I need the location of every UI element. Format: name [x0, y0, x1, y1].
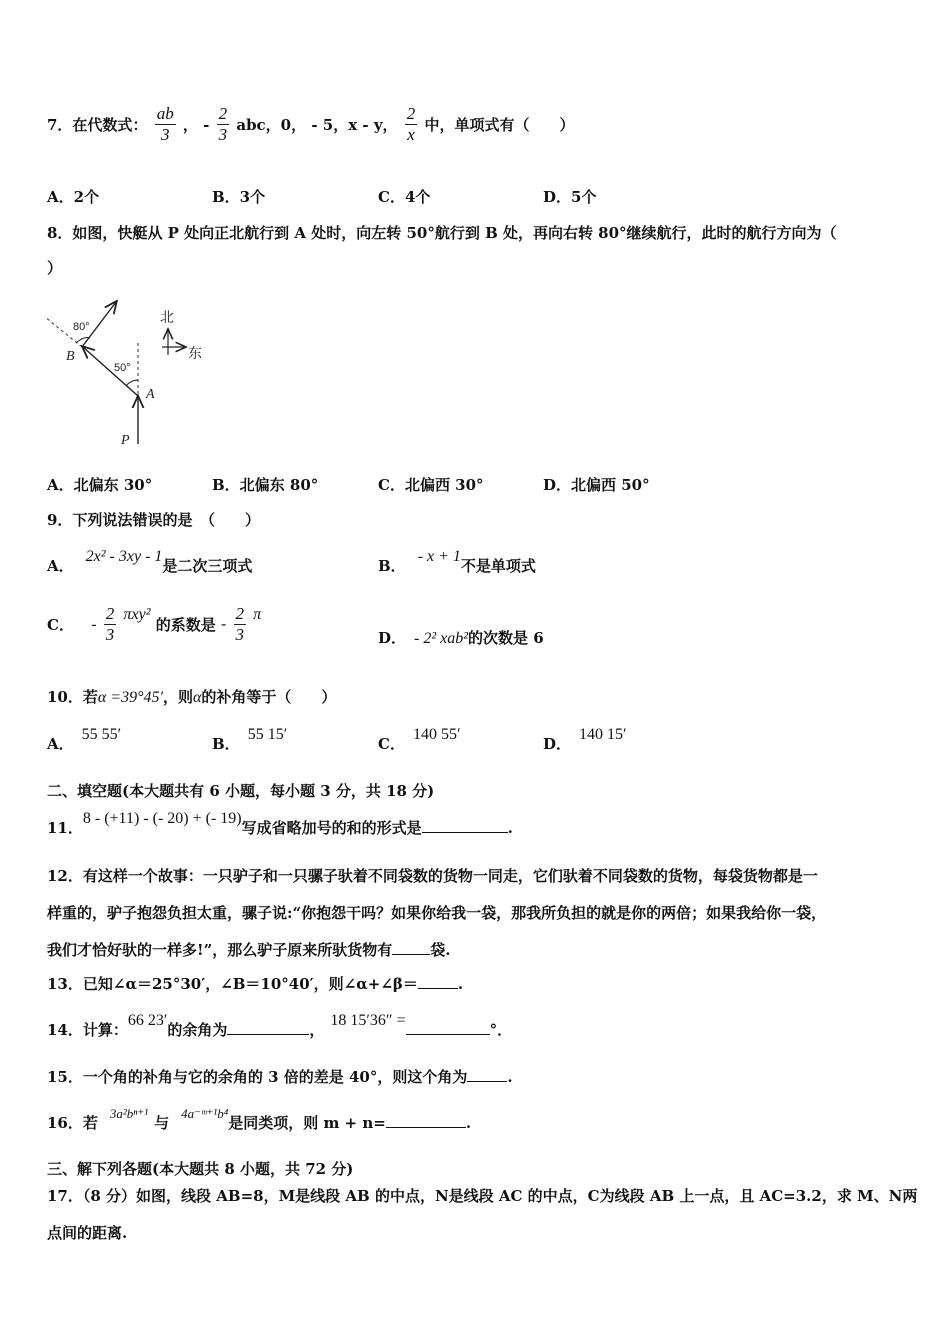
angle-label-50: 50° [114, 362, 131, 374]
q8-option-a: A．北偏东 30° [47, 476, 153, 494]
q15-answer-blank[interactable] [467, 1067, 507, 1082]
q14-expression-1: 66 23′ [127, 1012, 168, 1029]
q7-fraction-1: $\frac{ab}{3}$ [156, 104, 174, 144]
point-label-a: A [146, 387, 155, 402]
q14-answer-blank-1[interactable] [227, 1020, 309, 1035]
q8-option-b: B．北偏东 80° [212, 476, 319, 494]
q16-term-1: 3a²bⁿ⁺¹ [109, 1106, 149, 1121]
q8-navigation-figure [40, 300, 230, 455]
q16-answer-blank[interactable] [386, 1113, 466, 1128]
q8-stem-line-2: ） [47, 259, 63, 277]
q12-line-1: 12．有这样一个故事：一只驴子和一只骡子驮着不同袋数的货物一同走，它们驮着不同袋数的货物，每袋货物都是一 [47, 867, 818, 885]
q9-stem: 9．下列说法错误的是 （ ） [47, 511, 260, 529]
q12-line-3: 我们才恰好驮的一样多!”，那么驴子原来所驮货物有 袋. [47, 941, 451, 959]
angle-arc-50 [126, 380, 138, 386]
q16-term-2: 4a⁻ᵐ⁺¹b⁴ [181, 1106, 229, 1121]
q10-option-b: B．55 15′ [212, 726, 288, 753]
q8-option-d: D．北偏西 50° [543, 476, 650, 494]
question-14: 14．计算：66 23′的余角为 ，18 15′36″ =°． [47, 1012, 513, 1039]
question-13: 13．已知∠α＝25°30′，∠B＝10°40′，则∠α+∠β＝ . [47, 975, 464, 993]
section-3-heading: 三、解下列各题(本大题共 8 小题，共 72 分) [47, 1160, 354, 1178]
q7-fraction-3: $\frac{2}{x}$ [406, 104, 416, 144]
question-16: 16．若3a²bⁿ⁺¹与4a⁻ᵐ⁺¹b⁴是同类项，则 m + n= . [47, 1106, 472, 1132]
q8-stem-line-1: 8．如图，快艇从 P 处向正北航行到 A 处时，向左转 50°航行到 B 处，再向右转 80°继续航行，此时的航行方向为（ [47, 224, 837, 242]
q10-option-d: D．140 15′ [543, 726, 627, 753]
point-label-b: B [66, 349, 75, 364]
q7-prefix: 7．在代数式： [47, 116, 148, 134]
q7-sep: ， - [182, 116, 210, 134]
q10-option-c: C．140 55′ [378, 726, 461, 753]
q9-c-fraction: $\frac{2}{3}$ [105, 604, 115, 644]
q14-answer-blank-2[interactable] [406, 1020, 490, 1035]
q9-option-b: B．- x + 1不是单项式 [378, 548, 536, 575]
question-7 [47, 104, 575, 145]
compass-east-label: 东 [188, 346, 202, 362]
q11-expression: 8 - (+11) - (- 20) + (- 19) [82, 810, 242, 827]
q17-line-1: 17．（8 分）如图，线段 AB=8，M是线段 AB 的中点，N是线段 AC 的中点，C为线段 AB 上一点，且 AC=3.2，求 M、N两 [47, 1187, 918, 1205]
q9-option-a: A．2x² - 3xy - 1是二次三项式 [47, 548, 253, 575]
q17-line-2: 点间的距离. [47, 1224, 128, 1242]
section-2-heading: 二、填空题(本大题共有 6 小题，每小题 3 分，共 18 分) [47, 782, 435, 800]
question-11: 11．8 - (+11) - (- 20) + (- 19)写成省略加号的和的形式是 . [47, 810, 513, 837]
q9-b-expression: - x + 1 [417, 548, 461, 565]
q9-option-c: C． - $\frac{2}{3}$ πxy² 的系数是 - $\frac{2}{3}$ π [47, 604, 262, 644]
q13-answer-blank[interactable] [418, 974, 458, 989]
q7-mid: abc，0， - 5，x - y， [236, 116, 398, 134]
q10-option-a: A．55 55′ [47, 726, 122, 753]
q12-answer-blank[interactable] [392, 940, 430, 955]
q8-option-c: C．北偏西 30° [378, 476, 484, 494]
q14-expression-2: 18 15′36″ = [330, 1012, 406, 1029]
q9-a-expression: 2x² - 3xy - 1 [85, 548, 163, 565]
q12-line-2: 样重的，驴子抱怨负担太重，骡子说:“你抱怨干吗？如果你给我一袋，那我所负担的就是你的两倍；如果我给你一袋， [47, 904, 827, 922]
q9-c-fraction-2: $\frac{2}{3}$ [235, 604, 245, 644]
q9-option-d: D． - 2² xab²的次数是 6 [378, 629, 544, 647]
q7-option-c: C．4个 [378, 188, 431, 206]
compass-north-label: 北 [160, 310, 174, 326]
q10-stem: 10．若α =39°45′，则α的补角等于（ ） [47, 688, 337, 706]
q7-option-a: A．2个 [47, 188, 100, 206]
q11-answer-blank[interactable] [422, 818, 508, 833]
q7-option-d: D．5个 [543, 188, 597, 206]
angle-label-80: 80° [73, 321, 90, 333]
q9-d-expression: - 2² xab² [414, 630, 469, 647]
q7-fraction-2: $\frac{2}{3}$ [218, 104, 228, 144]
point-label-p: P [121, 433, 130, 448]
q7-option-b: B．3个 [212, 188, 266, 206]
q7-suffix: 中，单项式有（ ） [424, 116, 575, 134]
question-15: 15．一个角的补角与它的余角的 3 倍的差是 40°，则这个角为 . [47, 1068, 513, 1086]
